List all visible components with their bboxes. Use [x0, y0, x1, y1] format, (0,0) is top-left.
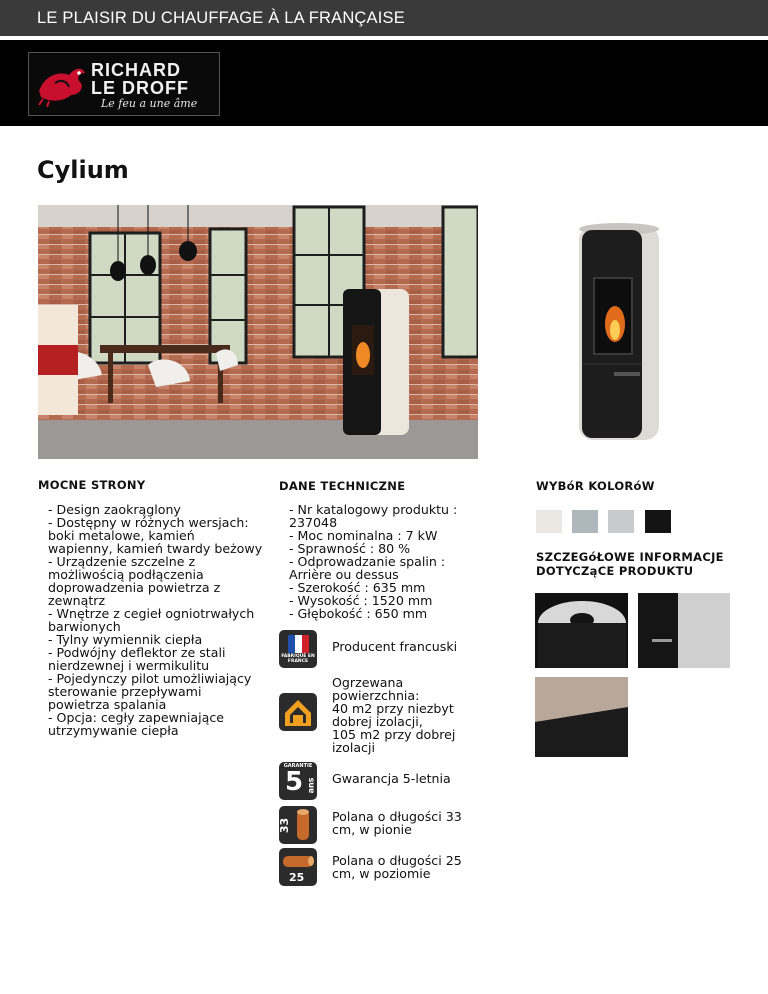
detail-image-handle [638, 593, 730, 668]
feature-label: Polana o długości 25 cm, w poziomie [332, 853, 462, 881]
color-swatch-stone[interactable] [572, 510, 598, 533]
vertical-log-icon [279, 806, 317, 844]
top-banner-text: LE PLAISIR DU CHAUFFAGE À LA FRANÇAISE [37, 9, 405, 27]
details-heading: SZCZEGóŁOWE INFORMACJE DOTYCZąCE PRODUKTU [536, 550, 724, 578]
feature-label: Gwarancja 5-letnia [332, 771, 451, 786]
warranty-badge-top: GARANTIE [283, 763, 313, 769]
brand-logo[interactable] [28, 52, 220, 116]
detail-image-interior [535, 677, 628, 757]
brand-name-line1: RICHARD [91, 60, 181, 80]
feature-label: Ogrzewana powierzchnia: 40 m2 przy niezbyt dobrej izolacji, 105 m2 przy dobrej izolacji [332, 675, 456, 755]
page-title: Cylium [37, 156, 129, 184]
color-swatch-metal[interactable] [608, 510, 634, 533]
heated-area-icon [279, 693, 317, 731]
horizontal-log-icon [279, 848, 317, 886]
top-banner [0, 0, 768, 36]
color-swatch-white[interactable] [536, 510, 562, 533]
vertical-log-number: 33 [278, 817, 292, 834]
strengths-list: - Design zaokrąglony - Dostępny w różnych wersjach: boki metalowe, kamień wapienny, kamień twardy beżowy - Urządzenie szczelne z możliwością podłączenia doprowadzenia powietrza z zewnątrz - Wnętrze z cegieł ogniotrwałych barwionych - Tylny wymiennik ciepła - Podwójny deflektor ze stali nierdzewnej i wermikulitu - Pojedynczy pilot umożliwiający sterowanie przepływami powietrza spalania - Opcja: cegły zapewniające utrzymywanie ciepła [48, 502, 263, 738]
brand-tagline: Le feu a une âme [101, 97, 198, 110]
warranty-icon [279, 762, 317, 800]
technical-list: - Nr katalogowy produktu : 237048 - Moc nominalna : 7 kW - Sprawność : 80 % - Odprowadzanie spalin : Arrière ou dessus - Szerokość : 635 mm - Wysokość : 1520 mm - Głębokość : 650 mm [289, 502, 458, 621]
detail-image-top [535, 593, 628, 668]
feature-label: Producent francuski [332, 639, 458, 654]
french-manufacturer-icon [279, 630, 317, 668]
header [0, 40, 768, 126]
feature-label: Polana o długości 33 cm, w pionie [332, 809, 462, 837]
warranty-badge-number: 5 [285, 767, 304, 797]
rooster-icon [35, 61, 89, 107]
strengths-heading: MOCNE STRONY [38, 478, 146, 492]
colors-heading: WYBóR KOLORóW [536, 479, 655, 493]
french-badge-text: FABRIQUÉ EN FRANCE [281, 654, 315, 664]
warranty-badge-unit: ans [306, 777, 316, 794]
brand-name-line2: LE DROFF [91, 78, 189, 98]
technical-heading: DANE TECHNICZNE [279, 479, 406, 493]
color-swatch-black[interactable] [645, 510, 671, 533]
horizontal-log-number: 25 [289, 871, 305, 884]
room-photo [38, 205, 478, 459]
stove-product-image [578, 222, 660, 444]
